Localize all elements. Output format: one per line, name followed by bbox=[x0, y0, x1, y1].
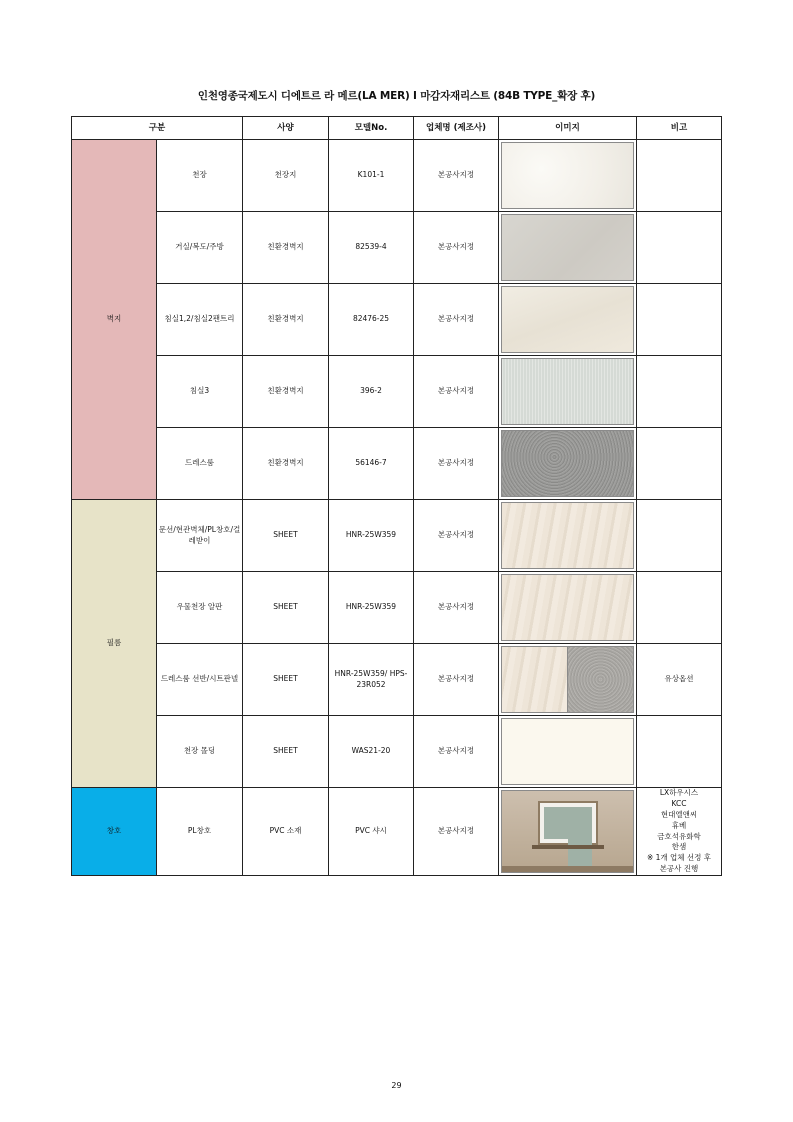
header-vendor: 업체명 (제조사) bbox=[414, 117, 499, 140]
vendor-cell: 본공사지정 bbox=[414, 788, 499, 876]
spec-cell: 천장지 bbox=[243, 140, 329, 212]
header-model: 모델No. bbox=[329, 117, 414, 140]
table-row bbox=[72, 716, 722, 788]
remark-line: KCC bbox=[671, 798, 687, 808]
table-row bbox=[72, 644, 722, 716]
image-cell bbox=[499, 284, 637, 356]
spec-cell: 친환경벽지 bbox=[243, 284, 329, 356]
category-window: 창호 bbox=[72, 788, 157, 876]
image-cell bbox=[499, 500, 637, 572]
remark-cell bbox=[637, 428, 722, 500]
vendor-cell: 본공사지정 bbox=[414, 212, 499, 284]
living-wallpaper-swatch bbox=[501, 214, 634, 281]
table-row bbox=[72, 572, 722, 644]
remark-cell: 유상옵션 bbox=[637, 644, 722, 716]
model-cell: 82539-4 bbox=[329, 212, 414, 284]
remark-cell bbox=[637, 212, 722, 284]
dressroom-wallpaper-swatch bbox=[501, 430, 634, 497]
vendor-cell: 본공사지정 bbox=[414, 140, 499, 212]
spec-cell: 친환경벽지 bbox=[243, 212, 329, 284]
moulding-sheet-swatch bbox=[501, 718, 634, 785]
image-cell bbox=[499, 716, 637, 788]
location-cell: 드레스룸 bbox=[157, 428, 243, 500]
location-cell: PL창호 bbox=[157, 788, 243, 876]
remark-cell bbox=[637, 716, 722, 788]
remark-cell bbox=[637, 572, 722, 644]
model-cell: HNR-25W359/ HPS-23R052 bbox=[329, 644, 414, 716]
remark-cell bbox=[637, 356, 722, 428]
category-film: 필름 bbox=[72, 500, 157, 788]
spec-cell: PVC 소재 bbox=[243, 788, 329, 876]
remark-line: 본공사 진행 bbox=[659, 864, 699, 874]
vendor-cell: 본공사지정 bbox=[414, 500, 499, 572]
table-row bbox=[72, 428, 722, 500]
spec-cell: SHEET bbox=[243, 716, 329, 788]
image-cell bbox=[499, 572, 637, 644]
table-row bbox=[72, 212, 722, 284]
remark-cell bbox=[637, 500, 722, 572]
vendor-cell: 본공사지정 bbox=[414, 572, 499, 644]
page-title: 인천영종국제도시 디에트르 라 메르(LA MER) Ⅰ 마감자재리스트 (84B TYPE_확장 후) bbox=[197, 90, 596, 102]
window-photo bbox=[501, 790, 634, 873]
model-cell: 56146-7 bbox=[329, 428, 414, 500]
header-spec: 사양 bbox=[243, 117, 329, 140]
table-header-row bbox=[72, 117, 722, 140]
model-cell: HNR-25W359 bbox=[329, 572, 414, 644]
table-row bbox=[72, 356, 722, 428]
window-remark-cell bbox=[637, 788, 722, 876]
location-cell: 침실1,2/침실2팬트리 bbox=[157, 284, 243, 356]
image-cell bbox=[499, 788, 637, 876]
spec-cell: SHEET bbox=[243, 644, 329, 716]
image-cell bbox=[499, 140, 637, 212]
model-cell: HNR-25W359 bbox=[329, 500, 414, 572]
model-cell: K101-1 bbox=[329, 140, 414, 212]
finish-material-table bbox=[71, 116, 722, 876]
location-cell: 문선/현관벽체/PL창호/걸레받이 bbox=[157, 500, 243, 572]
remark-line: 현대엘앤씨 bbox=[660, 809, 698, 819]
image-cell bbox=[499, 212, 637, 284]
table-row bbox=[72, 500, 722, 572]
table-row bbox=[72, 284, 722, 356]
bedroom-wallpaper-swatch bbox=[501, 286, 634, 353]
vendor-cell: 본공사지정 bbox=[414, 644, 499, 716]
model-cell: 396-2 bbox=[329, 356, 414, 428]
dressroom-sheet-swatch bbox=[501, 646, 634, 713]
model-cell: WAS21-20 bbox=[329, 716, 414, 788]
location-cell: 천장 bbox=[157, 140, 243, 212]
image-cell bbox=[499, 644, 637, 716]
vendor-cell: 본공사지정 bbox=[414, 428, 499, 500]
wood-half-swatch bbox=[502, 647, 567, 712]
model-cell: 82476-25 bbox=[329, 284, 414, 356]
location-cell: 우물천장 알판 bbox=[157, 572, 243, 644]
location-cell: 침실3 bbox=[157, 356, 243, 428]
remark-line: 휴베 bbox=[671, 820, 687, 830]
image-cell bbox=[499, 356, 637, 428]
remark-line: 한샘 bbox=[671, 842, 687, 852]
table-row bbox=[72, 788, 722, 876]
header-image: 이미지 bbox=[499, 117, 637, 140]
header-category: 구분 bbox=[72, 117, 243, 140]
spec-cell: SHEET bbox=[243, 500, 329, 572]
bedroom3-wallpaper-swatch bbox=[501, 358, 634, 425]
category-wallpaper: 벽지 bbox=[72, 140, 157, 500]
vendor-cell: 본공사지정 bbox=[414, 284, 499, 356]
spec-cell: 친환경벽지 bbox=[243, 356, 329, 428]
remark-cell bbox=[637, 284, 722, 356]
remark-cell bbox=[637, 140, 722, 212]
location-cell: 드레스룸 선반/시트판넬 bbox=[157, 644, 243, 716]
vendor-cell: 본공사지정 bbox=[414, 716, 499, 788]
vendor-cell: 본공사지정 bbox=[414, 356, 499, 428]
header-remark: 비고 bbox=[637, 117, 722, 140]
page-number: 29 bbox=[391, 1081, 402, 1090]
remark-line: ※ 1개 업체 선정 후 bbox=[646, 853, 712, 863]
wood-sheet-swatch bbox=[501, 502, 634, 569]
model-cell: PVC 샤시 bbox=[329, 788, 414, 876]
location-cell: 천장 몰딩 bbox=[157, 716, 243, 788]
image-cell bbox=[499, 428, 637, 500]
spec-cell: 친환경벽지 bbox=[243, 428, 329, 500]
spec-cell: SHEET bbox=[243, 572, 329, 644]
gray-half-swatch bbox=[567, 647, 633, 712]
remark-line: 금호석유화학 bbox=[657, 831, 701, 841]
remark-line: LX하우시스 bbox=[659, 788, 699, 797]
wood-sheet-swatch bbox=[501, 574, 634, 641]
table-row bbox=[72, 140, 722, 212]
ceiling-paper-swatch bbox=[501, 142, 634, 209]
location-cell: 거실/복도/주방 bbox=[157, 212, 243, 284]
